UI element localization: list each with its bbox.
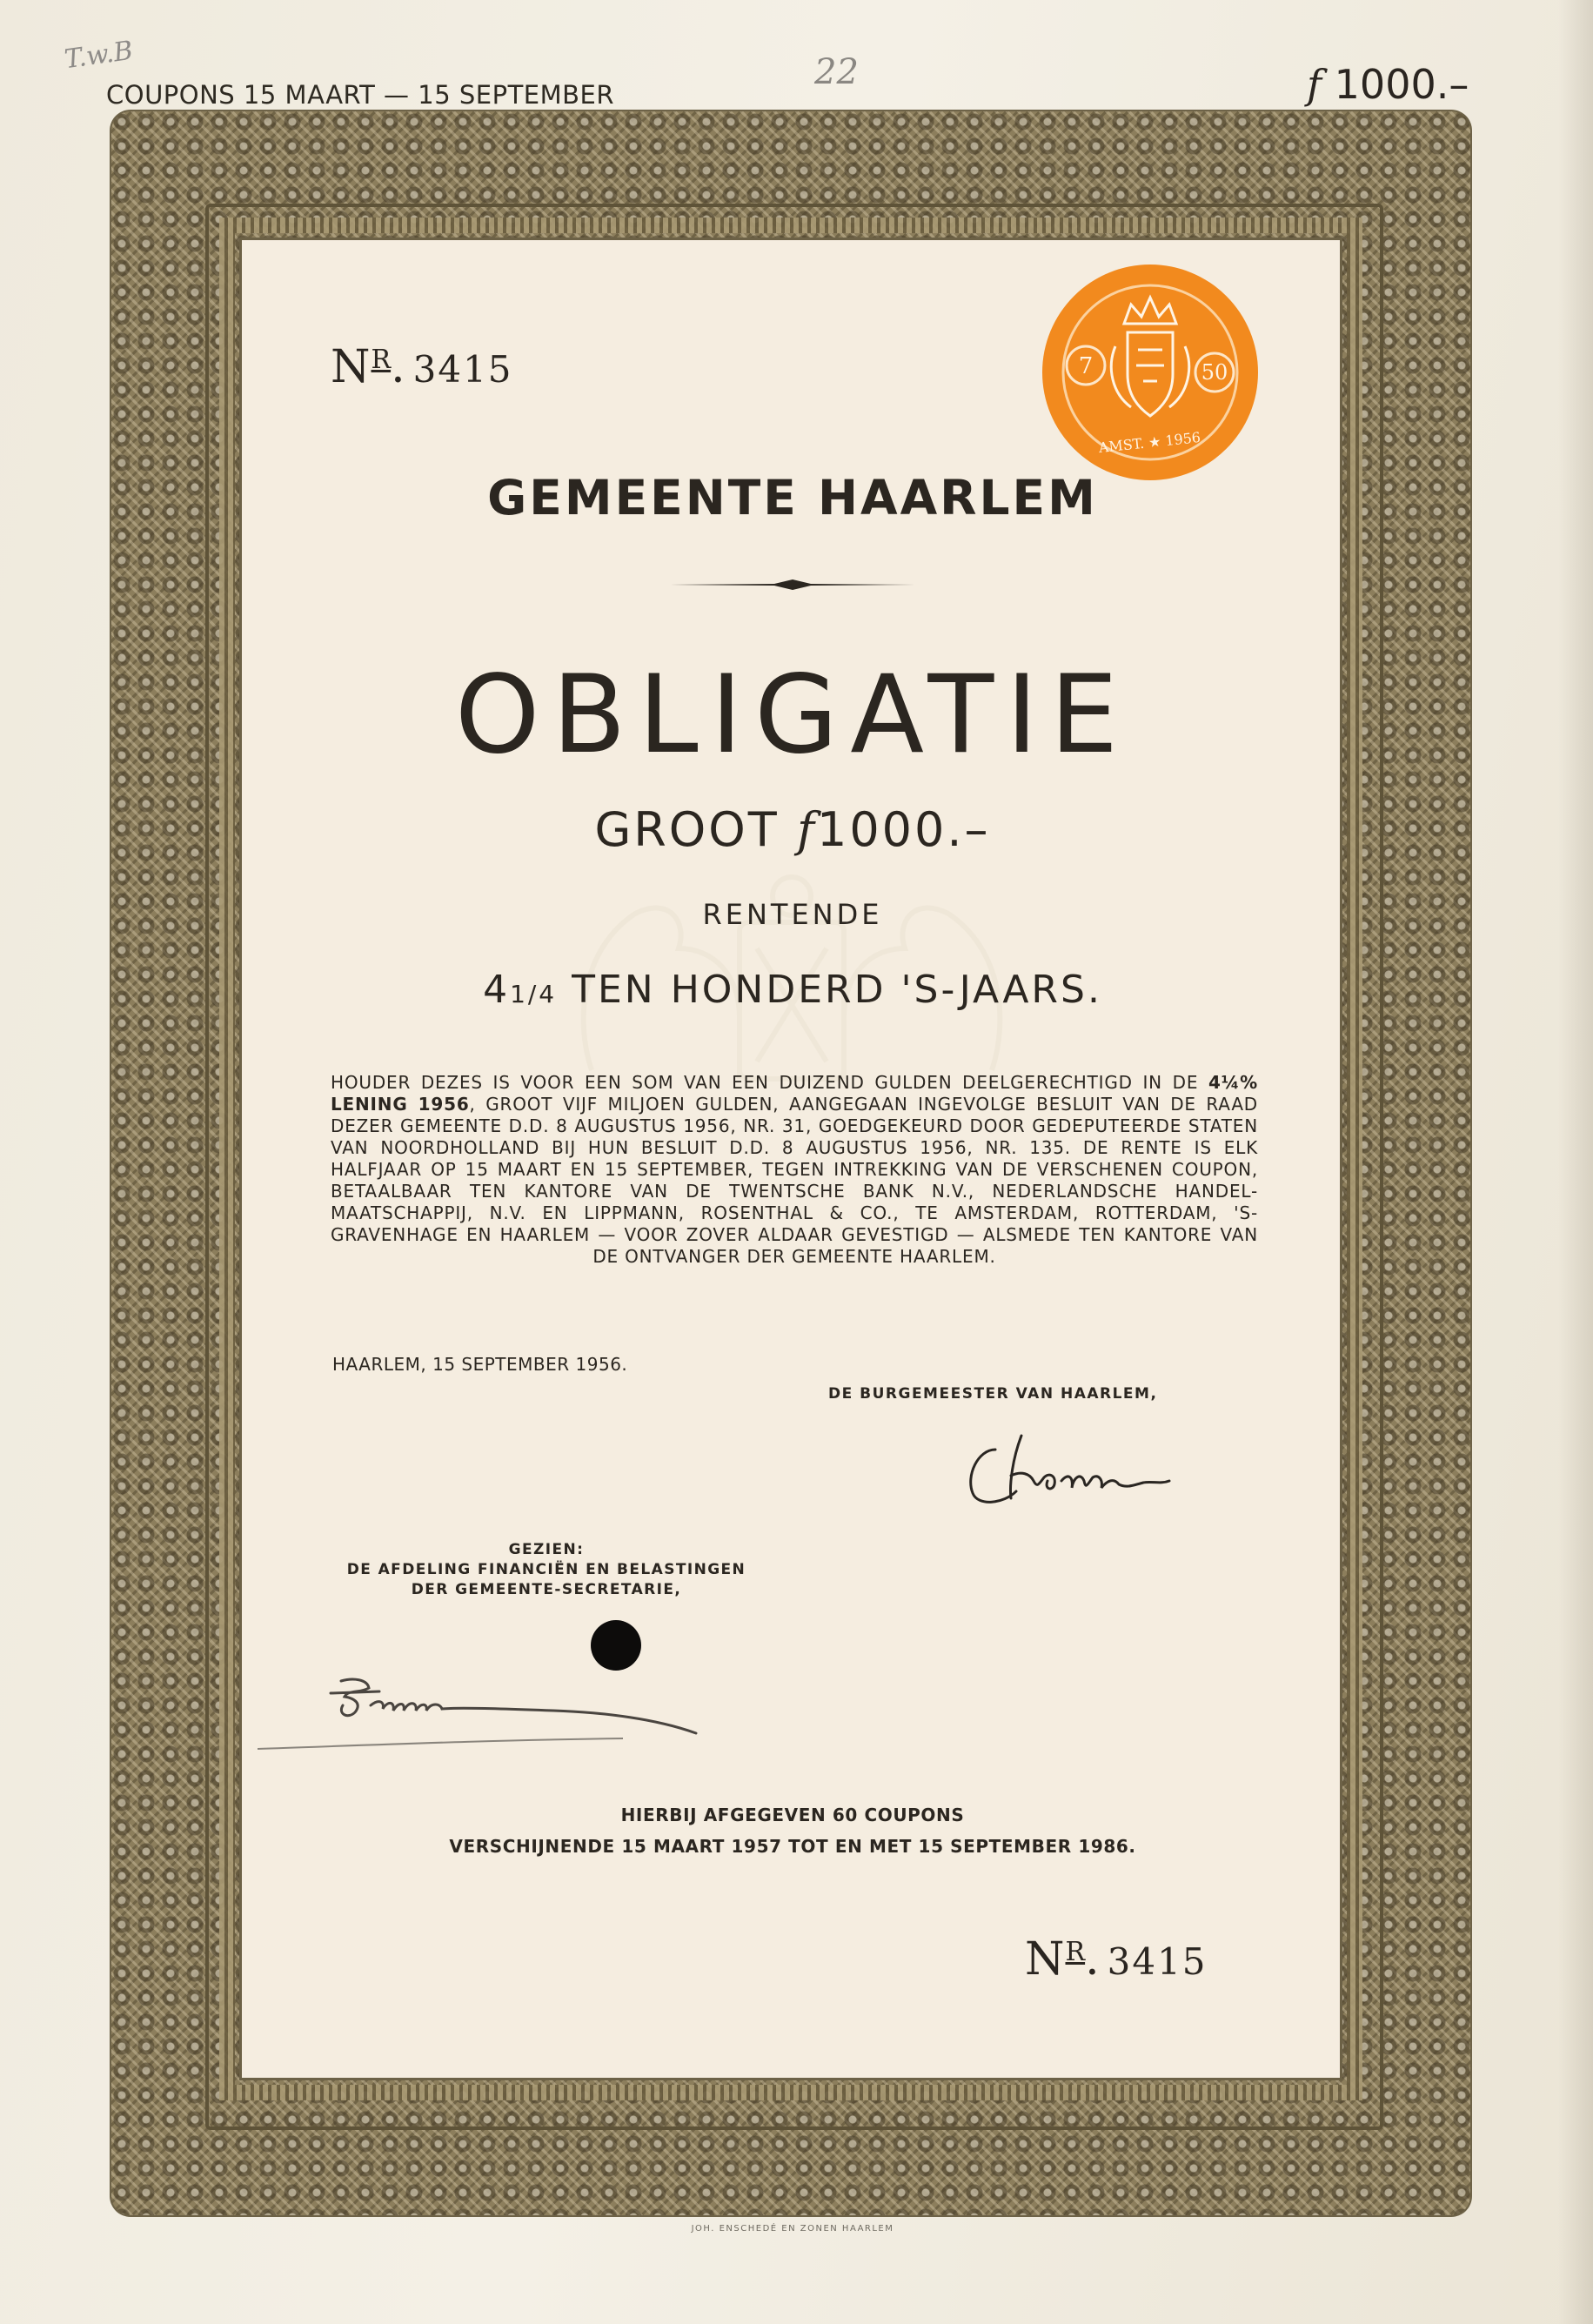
printer-imprint: JOH. ENSCHEDÉ EN ZONEN HAARLEM bbox=[691, 2224, 894, 2234]
approval-block bbox=[329, 1540, 764, 1600]
number-prefix: N bbox=[1025, 1933, 1066, 1986]
terms-loan-name: 4¼% LENING 1956 bbox=[331, 1072, 1258, 1115]
approval-heading: GEZIEN: bbox=[508, 1541, 585, 1558]
guilder-symbol: f bbox=[1307, 61, 1322, 108]
approval-department: DE AFDELING FINANCIËN EN BELASTINGEN bbox=[346, 1561, 746, 1578]
pencil-note-center: 22 bbox=[814, 52, 859, 92]
stamp-left-value: 7 bbox=[1078, 353, 1094, 379]
issuer-name: GEMEENTE HAARLEM bbox=[487, 470, 1098, 526]
certificate-number-top bbox=[331, 341, 513, 393]
ornamental-rule bbox=[670, 579, 915, 590]
rate-fraction: 1/4 bbox=[510, 980, 558, 1008]
groot-label: GROOT bbox=[594, 802, 780, 857]
department-signature bbox=[258, 1658, 797, 1754]
tax-stamp bbox=[1041, 263, 1260, 482]
number-suffix: R bbox=[371, 345, 392, 375]
terms-part-2: , GROOT VIJF MILJOEN GULDEN, AANGEGAAN INGEVOLGE BESLUIT VAN DE RAAD DEZER GEMEENTE D.D. 8 AUGUSTUS 1956, NR. 31, GOEDGEKEURD DOOR GEDEPUTEERDE STATEN VAN NOORDHOLLAND BIJ HUN BESLUIT D.D. 8 AUGUSTUS 1956, NR. 135. DE RENTE IS ELK HALFJAAR OP 15 MAART EN 15 SEPTEMBER, TEGEN INTREKKING VAN DE VERSCHENEN COUPON, BETAALBAAR TEN KANTORE VAN DE TWENTSCHE BANK N.V., NEDERLANDSCHE HANDEL-MAATSCHAPPIJ, N.V. EN LIPPMANN, ROSENTHAL & CO., TE AMSTERDAM, ROTTERDAM, 'S-GRAVENHAGE EN HAARLEM — VOOR ZOVER ALDAAR GEVESTIGD — ALSMEDE TEN KANTORE VAN DE ONTVANGER DER GEMEENTE HAARLEM. bbox=[331, 1094, 1258, 1267]
number-dot: . bbox=[391, 341, 406, 393]
number-value: 3415 bbox=[1107, 1940, 1208, 1983]
certificate-number-bottom bbox=[1025, 1933, 1208, 1986]
rentende-label: RENTENDE bbox=[702, 898, 883, 931]
document-title: OBLIGATIE bbox=[454, 653, 1131, 778]
stamp-legend: AMST. ★ 1956 bbox=[1097, 428, 1201, 457]
groot-line bbox=[244, 802, 1342, 857]
number-prefix: N bbox=[331, 341, 371, 393]
approval-secretariat: DER GEMEENTE-SECRETARIE, bbox=[411, 1581, 682, 1598]
coupon-dates-margin: COUPONS 15 MAART — 15 SEPTEMBER bbox=[106, 80, 615, 110]
coupons-statement bbox=[244, 1799, 1342, 1862]
mayor-label: DE BURGEMEESTER VAN HAARLEM, bbox=[828, 1385, 1158, 1403]
interest-rate-line bbox=[244, 968, 1342, 1012]
place-and-date: HAARLEM, 15 SEPTEMBER 1956. bbox=[332, 1354, 628, 1375]
pencil-note-left: T.w.B bbox=[62, 35, 135, 76]
coupons-period: VERSCHIJNENDE 15 MAART 1957 TOT EN MET 15 SEPTEMBER 1986. bbox=[449, 1836, 1136, 1857]
groot-guilder-symbol: f bbox=[796, 802, 817, 857]
number-suffix: R bbox=[1065, 1937, 1086, 1967]
face-value-margin bbox=[1307, 61, 1469, 108]
stamp-right-value: 50 bbox=[1201, 360, 1228, 385]
rate-whole: 4 bbox=[483, 968, 511, 1012]
face-value-amount: 1000.– bbox=[1334, 61, 1469, 108]
terms-part-1: HOUDER DEZES IS VOOR EEN SOM VAN EEN DUIZEND GULDEN DEELGERECHTIGD IN DE bbox=[331, 1072, 1199, 1093]
coupons-count: HIERBIJ AFGEGEVEN 60 COUPONS bbox=[620, 1805, 965, 1825]
bond-terms-paragraph bbox=[331, 1072, 1258, 1268]
paper-edge-shadow bbox=[1558, 0, 1593, 2324]
number-value: 3415 bbox=[412, 348, 513, 391]
groot-amount: 1000.– bbox=[816, 802, 991, 857]
rate-text: TEN HONDERD 'S-JAARS. bbox=[572, 968, 1102, 1012]
mayor-signature bbox=[960, 1423, 1178, 1519]
number-dot: . bbox=[1085, 1933, 1101, 1986]
